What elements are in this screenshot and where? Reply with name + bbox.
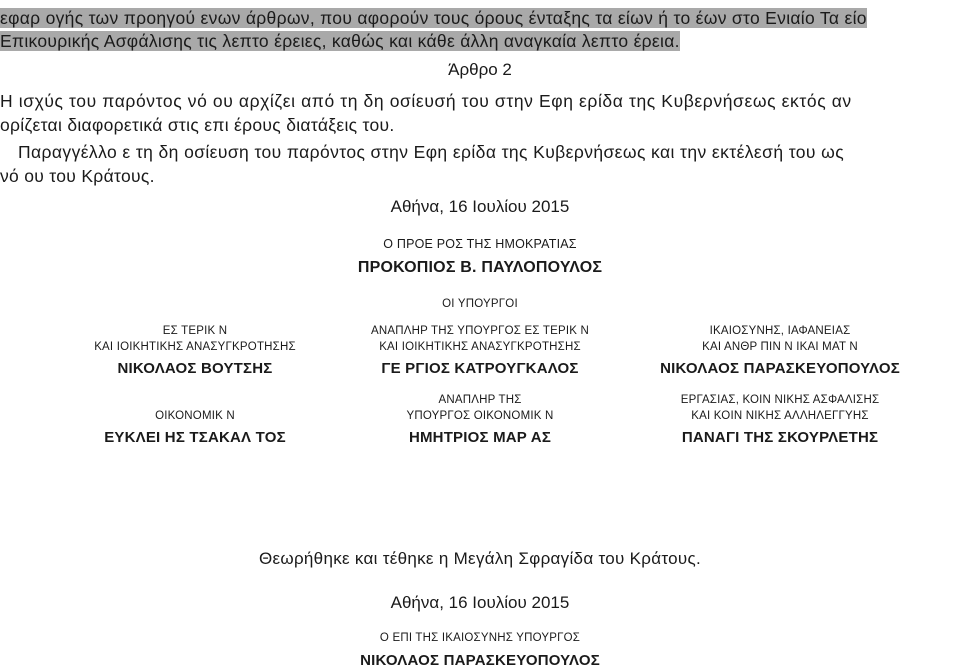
seal-statement: Θεωρήθηκε και τέθηκε η Μεγάλη Σφραγίδα του Κράτους. [258,549,701,568]
minister-3-name: ΝΙΚΟΛΑΟΣ ΠΑΡΑΣΚΕΥΟΠΟΥΛΟΣ [660,360,900,377]
minister-4-name: ΕΥΚΛΕΙ ΗΣ ΤΣΑΚΑΛ ΤΟΣ [104,429,286,446]
minister-1-title-line-2: ΚΑΙ ΙΟΙΚΗΤΙΚΗΣ ΑΝΑΣΥΓΚΡΟΤΗΣΗΣ [94,341,296,353]
minister-6-name: ΠΑΝΑΓΙ ΤΗΣ ΣΚΟΥΡΛΕΤΗΣ [681,429,879,446]
seal-minister-title: Ο ΕΠΙ ΤΗΣ ΙΚΑΙΟΣΥΝΗΣ ΥΠΟΥΡΓΟΣ [379,632,581,644]
minister-3-title-line-1: ΙΚΑΙΟΣΥΝΗΣ, ΙΑΦΑΝΕΙΑΣ [709,325,851,337]
article-p2-line-1: Παραγγέλλο ε τη δη οσίευση του παρόντος στην Εφη ερίδα της Κυβερνήσεως και την εκτέλεσή του ως [18,142,845,162]
place-date: Αθήνα, 16 Ιουλίου 2015 [390,197,570,216]
article-p1-line-1: Η ισχύς του παρόντος νό ου αρχίζει από τη δη οσίευσή του στην Εφη ερίδα της Κυβερνήσεως εκτός αν [0,91,852,111]
minister-6-title-line-1: ΕΡΓΑΣΙΑΣ, ΚΟΙΝ ΝΙΚΗΣ ΑΣΦΑΛΙΣΗΣ [680,394,880,406]
article-p1-line-2: ορίζεται διαφορετικά στις επι έρους διατάξεις του. [0,115,395,135]
minister-5-title-line-1: ΑΝΑΠΛΗΡ ΤΗΣ [438,394,522,406]
president-title: Ο ΠΡΟΕ ΡΟΣ ΤΗΣ ΗΜΟΚΡΑΤΙΑΣ [383,237,577,251]
minister-2-name: ΓΕ ΡΓΙΟΣ ΚΑΤΡΟΥΓΚΑΛΟΣ [381,360,579,377]
preamble-line-1-text: εφαρ ογής των προηγού ενων άρθρων, που αφορούν τους όρους ένταξης τα είων ή το έων στο Ενιαίο Τα είο [0,8,867,28]
preamble-line-1 [0,8,867,29]
minister-3-title-line-2: ΚΑΙ ΑΝΘΡ ΠΙΝ Ν ΙΚΑΙ ΜΑΤ Ν [702,341,858,353]
minister-6-title-line-2: ΚΑΙ ΚΟΙΝ ΝΙΚΗΣ ΑΛΛΗΛΕΓΓΥΗΣ [691,410,869,422]
minister-4-title-line-2: ΟΙΚΟΝΟΜΙΚ Ν [155,410,235,422]
minister-5-title-line-2: ΥΠΟΥΡΓΟΣ ΟΙΚΟΝΟΜΙΚ Ν [406,410,554,422]
minister-5-name: ΗΜΗΤΡΙΟΣ ΜΑΡ ΑΣ [408,429,552,446]
minister-2-title-line-1: ΑΝΑΠΛΗΡ ΤΗΣ ΥΠΟΥΡΓΟΣ ΕΣ ΤΕΡΙΚ Ν [371,325,589,337]
ministers-heading: ΟΙ ΥΠΟΥΡΓΟΙ [442,298,518,310]
president-name: ΠΡΟΚΟΠΙΟΣ Β. ΠΑΥΛΟΠΟΥΛΟΣ [357,259,603,276]
preamble-line-2 [0,31,680,52]
seal-minister-name: ΝΙΚΟΛΑΟΣ ΠΑΡΑΣΚΕΥΟΠΟΥΛΟΣ [360,652,600,669]
seal-place-date: Αθήνα, 16 Ιουλίου 2015 [390,593,570,612]
minister-2-title-line-2: ΚΑΙ ΙΟΙΚΗΤΙΚΗΣ ΑΝΑΣΥΓΚΡΟΤΗΣΗΣ [379,341,581,353]
article-p2-line-2: νό ου του Κράτους. [0,166,155,186]
minister-1-title-line-1: ΕΣ ΤΕΡΙΚ Ν [162,325,228,337]
article-title: Άρθρο 2 [448,60,512,79]
minister-1-name: ΝΙΚΟΛΑΟΣ ΒΟΥΤΣΗΣ [117,360,273,377]
preamble-line-2-text: Επικουρικής Ασφάλισης τις λεπτο έρειες, καθώς και κάθε άλλη αναγκαία λεπτο έρεια. [0,31,680,51]
